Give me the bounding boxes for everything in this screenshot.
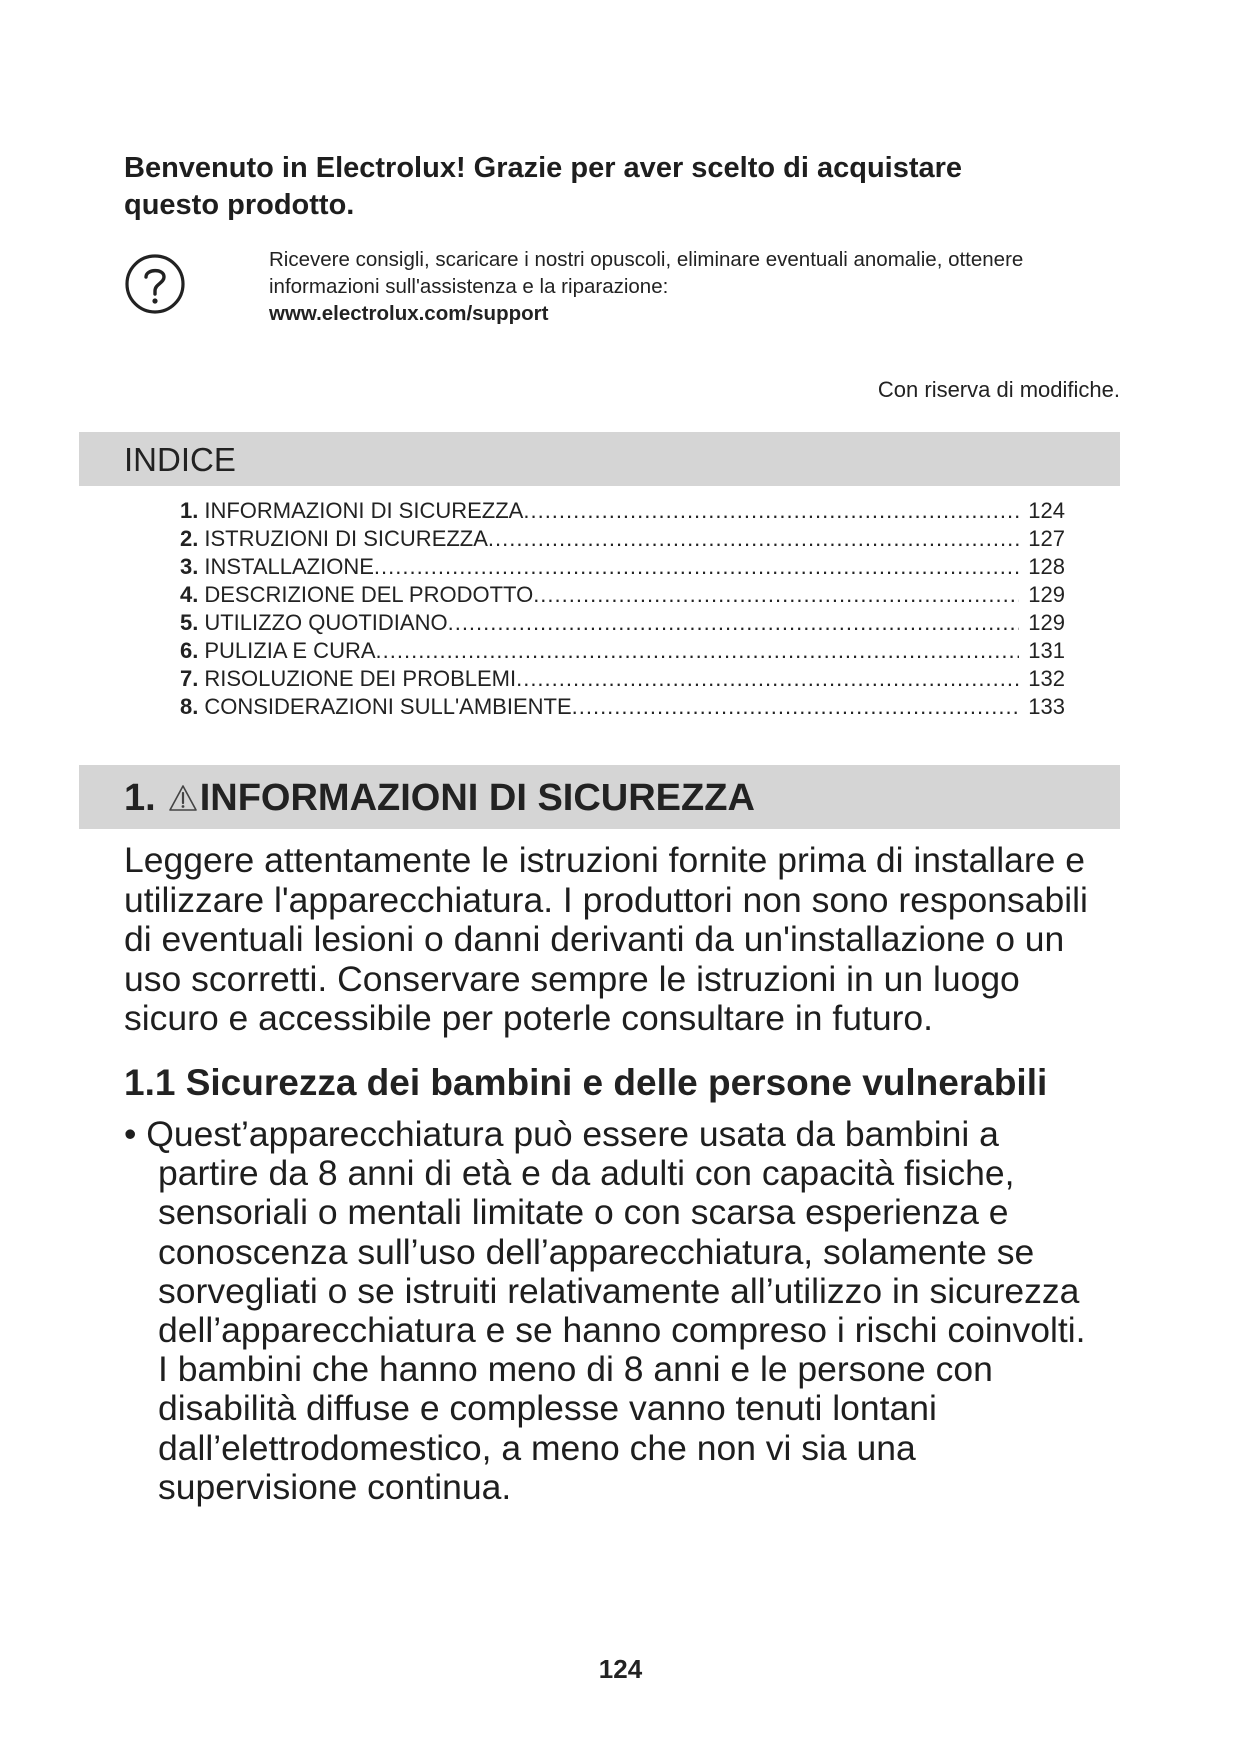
toc-entry-page: 124 xyxy=(1028,498,1065,523)
toc-entry-page: 127 xyxy=(1028,526,1065,551)
toc-entry-page: 131 xyxy=(1028,638,1065,663)
bullet-line: I bambini che hanno meno di 8 anni e le persone con xyxy=(158,1349,993,1390)
toc-entry-title: UTILIZZO QUOTIDIANO xyxy=(204,610,448,635)
toc-entry-number: 5. xyxy=(180,610,199,635)
toc-entry-number: 8. xyxy=(180,694,199,719)
intro-line: uso scorretti. Conservare sempre le istruzioni in un luogo xyxy=(124,958,1020,999)
bullet-line: sensoriali o mentali limitate o con scarsa esperienza e xyxy=(158,1192,1009,1233)
toc-leader-dots xyxy=(516,666,1019,692)
support-text-line-2: informazioni sull'assistenza e la riparazione: xyxy=(269,275,669,298)
toc-entry-title: DESCRIZIONE DEL PRODOTTO xyxy=(204,582,534,607)
bullet-line: sorvegliati o se istruiti relativamente all’utilizzo in sicurezza xyxy=(158,1270,1080,1311)
bullet-line: partire da 8 anni di età e da adulti con capacità fisiche, xyxy=(158,1153,1015,1194)
toc-entry-title: INSTALLAZIONE xyxy=(204,554,374,579)
bullet-item xyxy=(124,1115,1114,1507)
bullet-line: conoscenza sull’uso dell’apparecchiatura, solamente se xyxy=(158,1231,1035,1272)
intro-line: Leggere attentamente le istruzioni fornite prima di installare e xyxy=(124,840,1085,880)
welcome-title xyxy=(124,150,1104,224)
toc-leader-dots xyxy=(572,694,1019,720)
bullet-line: dell’apparecchiatura e se hanno compreso i rischi coinvolti. xyxy=(158,1310,1086,1351)
section-1-heading xyxy=(124,775,755,821)
toc-entry-page: 129 xyxy=(1028,610,1065,635)
toc-entry-number: 6. xyxy=(180,638,199,663)
support-link[interactable]: www.electrolux.com/support xyxy=(269,302,549,325)
toc-entry-number: 7. xyxy=(180,666,199,691)
bullet-line: supervisione continua. xyxy=(158,1466,512,1507)
toc-leader-dots xyxy=(523,498,1019,524)
bullet-line: • Quest’apparecchiatura può essere usata da bambini a xyxy=(124,1114,999,1154)
welcome-title-line-1: Benvenuto in Electrolux! Grazie per aver scelto di acquistare xyxy=(124,152,963,184)
page-number: 124 xyxy=(598,1654,643,1684)
toc-entry-number: 4. xyxy=(180,582,199,607)
toc-entry-page: 129 xyxy=(1028,582,1065,607)
toc-entry-title: RISOLUZIONE DEI PROBLEMI xyxy=(204,666,517,691)
index-header-bar xyxy=(79,432,1120,486)
toc-entry[interactable] xyxy=(180,638,1065,666)
section-1-intro xyxy=(124,841,1124,1039)
toc-entry-page: 132 xyxy=(1028,666,1065,691)
intro-line: sicuro e accessibile per poterle consultare in futuro. xyxy=(124,998,934,1038)
toc-entry-title: PULIZIA E CURA xyxy=(204,638,376,663)
toc-entry-number: 1. xyxy=(180,498,199,523)
toc-leader-dots xyxy=(533,582,1019,608)
toc-entry[interactable] xyxy=(180,554,1065,582)
bullet-line: disabilità diffuse e complesse vanno tenuti lontani xyxy=(158,1388,937,1429)
toc-entry[interactable] xyxy=(180,526,1065,554)
toc-entry-number: 3. xyxy=(180,554,199,579)
toc-entry[interactable] xyxy=(180,610,1065,638)
toc-leader-dots xyxy=(448,610,1019,636)
bullet-line: dall’elettrodomestico, a meno che non vi sia una xyxy=(158,1427,916,1468)
toc-entry-title: INFORMAZIONI DI SICUREZZA xyxy=(204,498,524,523)
intro-line: utilizzare l'apparecchiatura. I produttori non sono responsabili xyxy=(124,879,1088,920)
toc-entry-title: CONSIDERAZIONI SULL'AMBIENTE xyxy=(204,694,572,719)
toc-entry[interactable] xyxy=(180,694,1065,722)
toc-leader-dots xyxy=(488,526,1019,552)
toc-entry-title: ISTRUZIONI DI SICUREZZA xyxy=(204,526,488,551)
toc-leader-dots xyxy=(374,554,1019,580)
section-1-number: 1. xyxy=(124,777,156,819)
toc-entry[interactable] xyxy=(180,582,1065,610)
toc-entry[interactable] xyxy=(180,666,1065,694)
section-1-title: INFORMAZIONI DI SICUREZZA xyxy=(199,777,755,819)
welcome-title-line-2: questo prodotto. xyxy=(124,189,355,221)
toc-leader-dots xyxy=(376,638,1019,664)
subsection-1-1-title: 1.1 Sicurezza dei bambini e delle persone vulnerabili xyxy=(124,1062,1048,1103)
index-heading: INDICE xyxy=(124,441,236,478)
support-text xyxy=(269,246,1149,327)
section-1-header-bar xyxy=(79,765,1120,829)
reserve-note: Con riserva di modifiche. xyxy=(877,377,1120,402)
question-circle-icon xyxy=(124,253,186,315)
toc-entry-page: 128 xyxy=(1028,554,1065,579)
warning-triangle-icon xyxy=(168,784,198,812)
toc-entry-number: 2. xyxy=(180,526,199,551)
table-of-contents xyxy=(180,498,1065,722)
toc-entry-page: 133 xyxy=(1028,694,1065,719)
support-text-line-1: Ricevere consigli, scaricare i nostri opuscoli, eliminare eventuali anomalie, ottenere xyxy=(269,248,1024,271)
toc-entry[interactable] xyxy=(180,498,1065,526)
intro-line: di eventuali lesioni o danni derivanti da un'installazione o un xyxy=(124,919,1065,959)
